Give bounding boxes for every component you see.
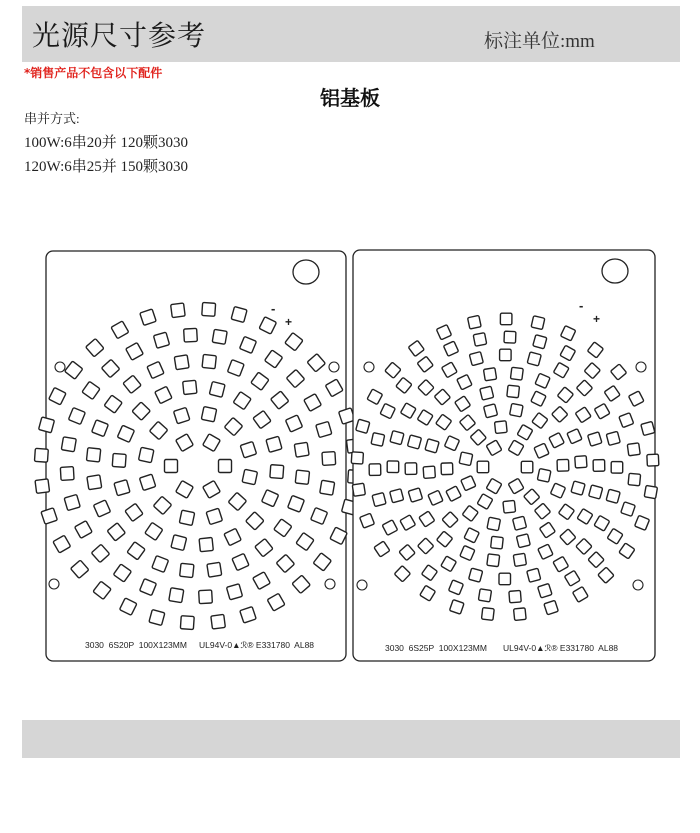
led-pad bbox=[483, 368, 496, 381]
led-pad bbox=[606, 489, 620, 503]
led-pad bbox=[473, 333, 486, 346]
led-pad bbox=[199, 590, 213, 604]
plus-terminal: + bbox=[285, 315, 293, 329]
mounting-hole-large bbox=[602, 259, 628, 283]
led-pad bbox=[499, 573, 511, 585]
led-pad bbox=[295, 470, 309, 484]
mounting-hole bbox=[364, 362, 374, 372]
led-pad bbox=[371, 433, 385, 447]
led-pad bbox=[114, 480, 130, 496]
led-pad bbox=[138, 447, 153, 462]
led-pad bbox=[211, 614, 226, 629]
led-pad bbox=[322, 452, 336, 466]
led-pad bbox=[513, 516, 527, 530]
led-pad bbox=[538, 584, 552, 598]
led-pad bbox=[469, 352, 483, 366]
board-label-right: UL94V-0▲ℛ® E331780 AL88 bbox=[503, 643, 619, 653]
led-pad bbox=[593, 460, 605, 472]
led-pad bbox=[477, 461, 489, 473]
minus-terminal: - bbox=[579, 298, 584, 313]
led-pad bbox=[533, 335, 547, 349]
led-pad bbox=[521, 461, 533, 473]
led-pad bbox=[180, 563, 194, 577]
led-pad bbox=[627, 443, 640, 456]
led-pad bbox=[34, 448, 48, 462]
led-pad bbox=[514, 608, 527, 621]
minus-terminal: - bbox=[271, 301, 276, 316]
spec-line-100w: 100W:6串20并 120颗3030 bbox=[24, 135, 189, 151]
mounting-hole bbox=[636, 362, 646, 372]
led-pad bbox=[405, 463, 417, 475]
led-pad bbox=[641, 421, 655, 435]
led-pad bbox=[557, 459, 569, 471]
spec-line-120w: 120W:6串25并 150颗3030 bbox=[24, 159, 189, 175]
led-pad bbox=[500, 349, 512, 361]
led-pad bbox=[644, 485, 657, 498]
led-pad bbox=[242, 469, 257, 484]
led-pad bbox=[270, 465, 284, 479]
led-pad bbox=[171, 303, 186, 318]
led-pad bbox=[588, 432, 602, 446]
led-pad bbox=[647, 454, 659, 466]
led-pad bbox=[169, 588, 184, 603]
led-pad bbox=[423, 466, 435, 478]
led-pad bbox=[174, 355, 189, 370]
board-label-right: UL94V-0▲ℛ® E331780 AL88 bbox=[199, 640, 315, 650]
led-pad bbox=[510, 403, 524, 417]
led-pad bbox=[491, 536, 504, 549]
led-pad bbox=[531, 316, 545, 330]
led-pad bbox=[171, 535, 187, 551]
led-pad bbox=[459, 452, 473, 466]
led-pad bbox=[390, 431, 404, 445]
led-pad bbox=[184, 328, 198, 342]
led-pad bbox=[495, 421, 508, 434]
led-pad bbox=[507, 385, 520, 398]
led-pad bbox=[87, 475, 102, 490]
led-pad bbox=[503, 500, 516, 513]
led-pad bbox=[60, 467, 74, 481]
led-pad bbox=[149, 610, 165, 626]
led-pad bbox=[86, 448, 100, 462]
led-pad bbox=[64, 494, 80, 510]
led-pad bbox=[207, 562, 222, 577]
sales-notice: *销售产品不包含以下配件 bbox=[24, 66, 163, 80]
mounting-hole bbox=[49, 579, 59, 589]
led-pad bbox=[201, 406, 216, 421]
led-pad bbox=[183, 380, 197, 394]
led-pad bbox=[219, 460, 232, 473]
led-pad bbox=[469, 568, 483, 582]
led-pad bbox=[231, 307, 247, 323]
led-pad bbox=[369, 464, 381, 476]
led-pad bbox=[510, 367, 523, 380]
led-pad bbox=[544, 600, 559, 615]
pcb-board-1 bbox=[34, 251, 361, 661]
mounting-hole bbox=[325, 579, 335, 589]
led-pad bbox=[387, 461, 399, 473]
unit-label: 标注单位:mm bbox=[484, 31, 595, 52]
led-pad bbox=[351, 452, 363, 464]
led-pad bbox=[478, 589, 491, 602]
led-pad bbox=[537, 469, 551, 483]
plus-terminal: + bbox=[593, 312, 601, 326]
led-pad bbox=[316, 421, 332, 437]
led-pad bbox=[61, 437, 76, 452]
led-pad bbox=[606, 431, 620, 445]
led-pad bbox=[504, 331, 516, 343]
led-pad bbox=[266, 436, 282, 452]
led-pad bbox=[180, 616, 194, 630]
led-pad bbox=[39, 417, 55, 433]
led-pad bbox=[487, 517, 501, 531]
mounting-hole-large bbox=[293, 260, 319, 284]
led-pad bbox=[628, 473, 641, 486]
led-pad bbox=[500, 313, 512, 325]
led-pad bbox=[513, 553, 526, 566]
led-pad bbox=[408, 488, 422, 502]
led-pad bbox=[294, 442, 309, 457]
led-pad bbox=[320, 480, 335, 495]
led-pad bbox=[425, 439, 439, 453]
mounting-hole bbox=[633, 580, 643, 590]
led-pad bbox=[209, 382, 225, 398]
led-pad bbox=[153, 332, 169, 348]
mounting-hole bbox=[357, 580, 367, 590]
led-pad bbox=[212, 329, 227, 344]
led-pad bbox=[202, 302, 216, 316]
section-title: 铝基板 bbox=[320, 86, 380, 110]
mounting-hole bbox=[55, 362, 65, 372]
spec-heading: 串并方式: bbox=[24, 111, 80, 126]
led-pad bbox=[527, 352, 541, 366]
board-outline bbox=[353, 250, 655, 661]
led-pad bbox=[611, 462, 623, 474]
led-pad bbox=[527, 568, 541, 582]
board-label-left: 3030 6S20P 100X123MM bbox=[85, 640, 187, 650]
led-pad bbox=[571, 481, 585, 495]
led-pad bbox=[516, 534, 530, 548]
led-pad bbox=[356, 419, 370, 433]
led-pad bbox=[35, 479, 50, 494]
led-pad bbox=[484, 404, 498, 418]
led-pad bbox=[199, 537, 213, 551]
led-pad bbox=[509, 590, 521, 602]
footer-bar bbox=[22, 720, 680, 758]
mounting-hole bbox=[329, 362, 339, 372]
led-pad bbox=[441, 463, 453, 475]
led-pad bbox=[390, 489, 404, 503]
led-pad bbox=[202, 354, 216, 368]
led-pad bbox=[352, 483, 365, 496]
page-title: 光源尺寸参考 bbox=[32, 19, 207, 52]
led-pad bbox=[372, 493, 386, 507]
led-pad bbox=[226, 584, 242, 600]
led-pad bbox=[165, 460, 178, 473]
led-pad bbox=[112, 453, 126, 467]
led-pad bbox=[589, 485, 603, 499]
pcb-board-2 bbox=[351, 250, 659, 661]
led-pad bbox=[407, 435, 421, 449]
led-pad bbox=[480, 386, 494, 400]
led-pad bbox=[468, 315, 482, 329]
led-pad bbox=[575, 456, 587, 468]
led-pad bbox=[481, 608, 494, 621]
led-pad bbox=[179, 510, 194, 525]
board-label-left: 3030 6S25P 100X123MM bbox=[385, 643, 487, 653]
led-pad bbox=[487, 554, 500, 567]
